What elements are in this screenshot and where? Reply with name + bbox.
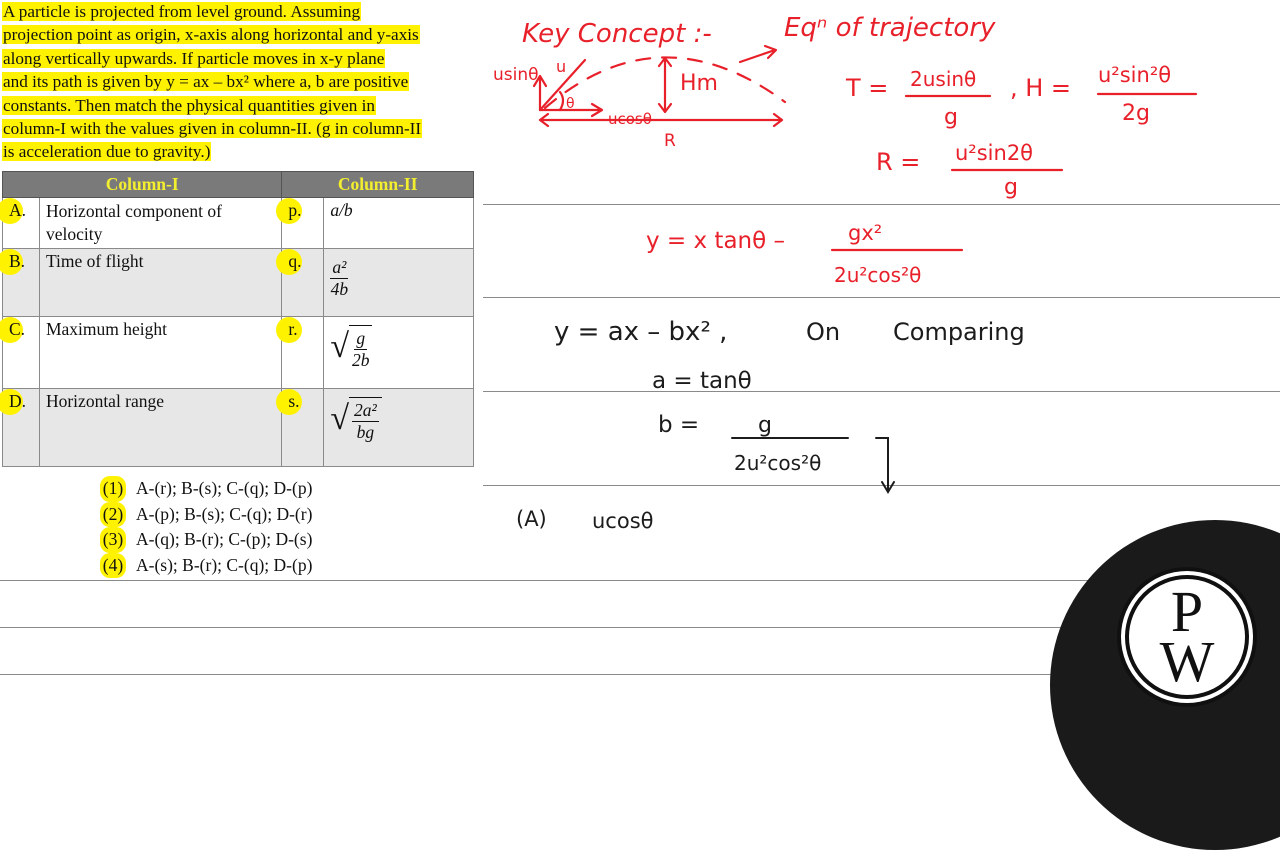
- u-label: u: [556, 57, 567, 76]
- trajectory-lhs: y = x tanθ –: [646, 228, 785, 254]
- trajectory-numerator: gx²: [848, 221, 883, 245]
- direction-arrow: [740, 46, 776, 62]
- option-text: A-(s); B-(r); C-(q); D-(p): [136, 554, 313, 575]
- row-label: C.: [3, 317, 40, 389]
- logo-letter-w: W: [1159, 629, 1215, 694]
- t-denominator: g: [944, 105, 958, 130]
- denominator: 2b: [351, 350, 370, 370]
- quantity-cell: Horizontal range: [39, 389, 281, 467]
- option-text: A-(p); B-(s); C-(q); D-(r): [136, 503, 313, 524]
- row-label: D.: [3, 389, 40, 467]
- trajectory-denominator: 2u²cos²θ: [834, 263, 922, 287]
- a-equation: a = tanθ: [652, 368, 752, 394]
- question-line: projection point as origin, x-axis along horizontal and y-axis: [3, 25, 419, 45]
- denominator: 4b: [330, 279, 349, 299]
- trajectory-heading: Eqⁿ of trajectory: [784, 13, 996, 43]
- option-number: (4): [100, 553, 126, 579]
- range-label: R: [664, 131, 676, 151]
- option-text: A-(r); B-(s); C-(q); D-(p): [136, 478, 313, 498]
- r-lhs: R =: [876, 148, 921, 176]
- b-lhs: b =: [658, 412, 700, 438]
- logo-letter-p: P: [1170, 579, 1204, 644]
- value-text: a/b: [330, 200, 353, 220]
- r-numerator: u²sin2θ: [955, 141, 1034, 165]
- key-label: r.: [282, 317, 324, 389]
- range-arrow: [540, 114, 782, 126]
- column-1-header: Column-I: [3, 172, 282, 198]
- answer-a-label: (A): [516, 507, 547, 531]
- key-label: p.: [282, 198, 324, 249]
- option-text: A-(q); B-(r); C-(p); D-(s): [136, 529, 313, 549]
- key-concept-heading: Key Concept :-: [522, 19, 712, 49]
- row-label: B.: [3, 249, 40, 317]
- t-numerator: 2usinθ: [910, 67, 977, 91]
- t-lhs: T =: [846, 74, 889, 102]
- angle-arc: [560, 92, 563, 110]
- hm-label: Hm: [680, 71, 718, 96]
- r-denominator: g: [1004, 175, 1018, 200]
- h-numerator: u²sin²θ: [1098, 63, 1172, 87]
- b-numerator: g: [758, 413, 772, 438]
- key-label: q.: [282, 249, 324, 317]
- given-equation: y = ax – bx² ,: [554, 317, 728, 347]
- row-label: A.: [3, 198, 40, 249]
- answer-a-value: ucosθ: [592, 509, 654, 533]
- h-lhs: , H =: [1010, 74, 1072, 102]
- comparing-text: Comparing: [893, 318, 1025, 346]
- numerator: a²: [332, 257, 347, 277]
- b-denominator: 2u²cos²θ: [734, 451, 822, 475]
- question-line: along vertically upwards. If particle moves in x-y plane: [3, 48, 385, 68]
- quantity-cell: Maximum height: [39, 317, 281, 389]
- key-label: s.: [282, 389, 324, 467]
- quantity-cell: Time of flight: [39, 249, 281, 317]
- on-text: On: [806, 318, 841, 346]
- question-line: A particle is projected from level ground. Assuming: [3, 2, 361, 21]
- sqrt-expression: √ $\frac{g}{2b}$: [330, 325, 372, 371]
- option-number: (1): [100, 476, 126, 502]
- question-line: column-I with the values given in column-II. (g in column-II: [3, 119, 422, 139]
- bracket-arrow: [876, 438, 894, 492]
- theta-label: θ: [566, 96, 575, 112]
- h-denominator: 2g: [1122, 101, 1150, 126]
- option-number: (3): [100, 527, 126, 553]
- quantity-cell: Horizontal component of velocity: [39, 198, 281, 249]
- numerator: g: [356, 328, 366, 348]
- sqrt-expression: √ $\frac{\text{2a²}}{bg}$: [330, 397, 381, 443]
- question-line: constants. Then match the physical quantities given in: [3, 95, 375, 115]
- height-arrow: [659, 58, 671, 112]
- question-line: is acceleration due to gravity.): [3, 142, 211, 162]
- column-2-header: Column-II: [282, 172, 474, 198]
- logo-ring: [1125, 575, 1249, 699]
- denominator: bg: [356, 422, 375, 442]
- usin-label: usinθ: [493, 65, 539, 85]
- numerator: 2a²: [353, 400, 377, 420]
- pw-logo: [1117, 567, 1257, 707]
- option-number: (2): [100, 502, 126, 528]
- question-line: and its path is given by y = ax – bx² where a, b are positive: [3, 72, 409, 92]
- ucos-label: ucosθ: [608, 110, 652, 128]
